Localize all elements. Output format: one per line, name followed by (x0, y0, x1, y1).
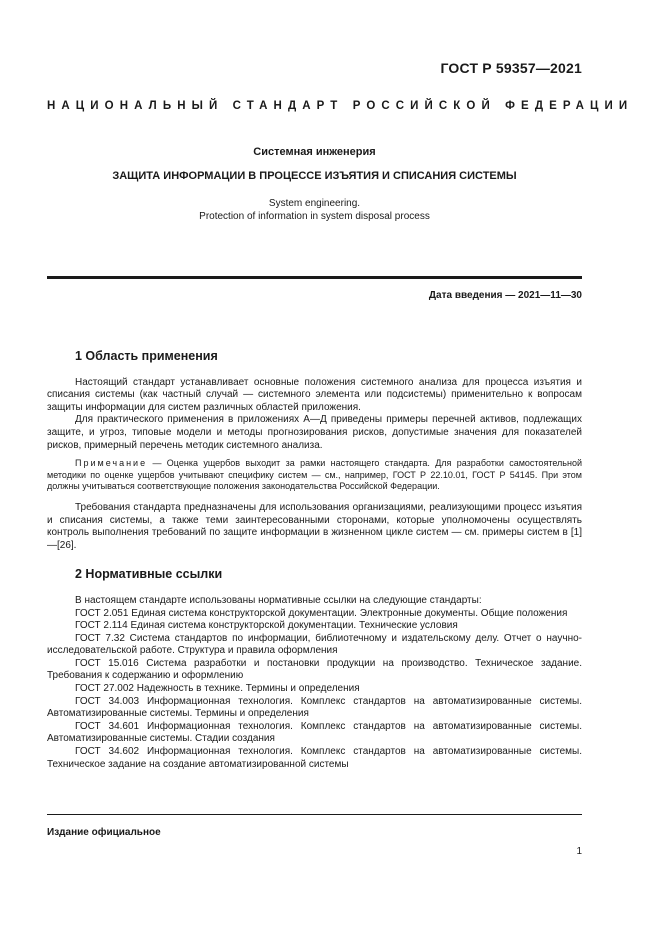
normative-reference: ГОСТ 34.602 Информационная технология. Комплекс стандартов на автоматизированные системы. Техническое задание на создание автоматизированной системы (47, 746, 582, 770)
section-1-paragraph-2: Для практического применения в приложениях А—Д приведены примеры перечней активов, подлежащих защите, и угроз, типовые модели и методы прогнозирования рисков, допустимые значения для показателей рисков, примерный перечень методик системного анализа. (47, 414, 582, 451)
national-standard-heading: НАЦИОНАЛЬНЫЙ СТАНДАРТ РОССИЙСКОЙ ФЕДЕРАЦИИ (47, 100, 634, 112)
official-edition-label: Издание официальное (47, 827, 161, 838)
normative-reference: ГОСТ 34.601 Информационная технология. Комплекс стандартов на автоматизированные системы. Автоматизированные системы. Стадии создания (47, 720, 582, 745)
section-1-heading: 1 Область применения (75, 349, 218, 363)
main-content (47, 350, 582, 771)
english-title-line-1: System engineering. (268, 198, 361, 209)
section-2-heading: 2 Нормативные ссылки (75, 567, 223, 582)
section-1-note (47, 458, 582, 493)
note-text: — Оценка ущербов выходит за рамки настоящего стандарта. Для разработки самостоятельной методики по оценке ущербов учитывают специфику систем — см., например, ГОСТ Р 22.10.01, ГОСТ Р 54145. При этом должны учитываться соответствующие положения законодательства Российской Федерации. (47, 458, 582, 492)
title-divider (47, 276, 582, 279)
note-label: Примечание (75, 458, 148, 469)
page-number: 1 (576, 846, 582, 857)
introduction-date: Дата введения — 2021—11—30 (428, 290, 582, 301)
section-1-paragraph-1: Настоящий стандарт устанавливает основные положения системного анализа для процесса изъятия и списания системы (как частный случай — системного элемента или подсистемы) применительно к вопросам защиты информации для систем различных областей приложения. (47, 376, 582, 413)
document-title: ЗАЩИТА ИНФОРМАЦИИ В ПРОЦЕССЕ ИЗЪЯТИЯ И СПИСАНИЯ СИСТЕМЫ (112, 170, 517, 182)
normative-reference: ГОСТ 27.002 Надежность в технике. Термины и определения (75, 683, 360, 695)
section-1-paragraph-3: Требования стандарта предназначены для использования организациями, реализующими процесс изъятия и списания системы, а также теми заинтересованными сторонами, которые уполномочены осуществлять контроль выполнения требований по защите информации в жизненном цикле систем — см. примеры систем в [1]—[26]. (47, 501, 582, 551)
normative-reference: ГОСТ 7.32 Система стандартов по информации, библиотечному и издательскому делу. Отчет о научно-исследовательской работе. Структура и правила оформления (47, 632, 582, 657)
footer-divider (47, 814, 582, 815)
normative-reference: ГОСТ 34.003 Информационная технология. Комплекс стандартов на автоматизированные системы. Автоматизированные системы. Термины и определения (47, 695, 582, 720)
english-title-line-2: Protection of information in system disposal process (199, 211, 430, 222)
document-subtitle: Системная инженерия (253, 146, 376, 158)
normative-reference: ГОСТ 2.051 Единая система конструкторской документации. Электронные документы. Общие положения (75, 607, 568, 619)
document-number: ГОСТ Р 59357—2021 (440, 60, 582, 76)
normative-reference: ГОСТ 15.016 Система разработки и постановки продукции на производство. Техническое задание. Требования к содержанию и оформлению (47, 657, 582, 682)
english-title (47, 197, 582, 223)
normative-reference: ГОСТ 2.114 Единая система конструкторской документации. Технические условия (75, 620, 458, 632)
section-2-intro: В настоящем стандарте использованы нормативные ссылки на следующие стандарты: (75, 594, 482, 606)
